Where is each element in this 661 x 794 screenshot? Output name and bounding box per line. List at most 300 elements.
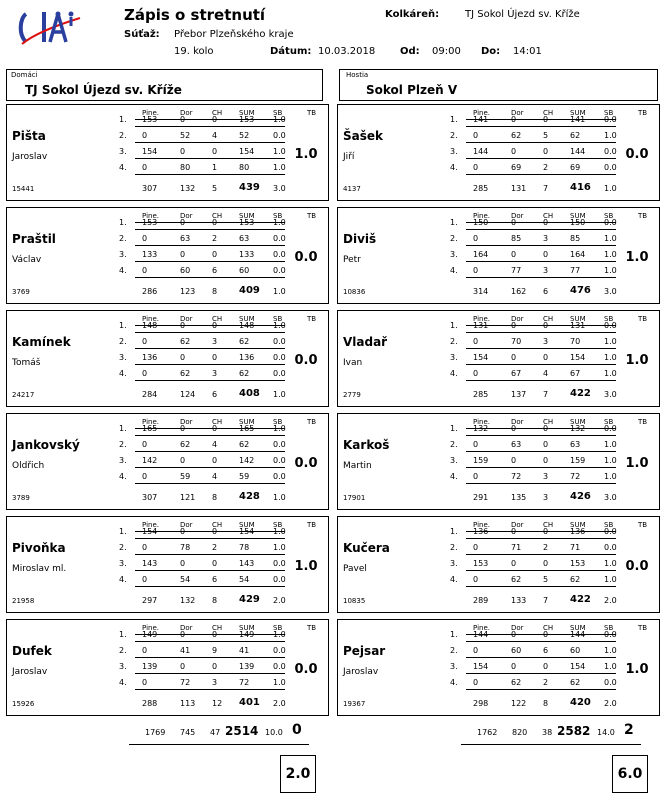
lane-value: 0	[142, 678, 148, 687]
player-total-value: 124	[180, 390, 196, 399]
lane-value: 0	[543, 559, 549, 568]
to-label: Do:	[481, 46, 501, 57]
home-final-score: 2.0	[280, 755, 316, 793]
row-line	[135, 380, 285, 381]
player-total-value: 1.0	[273, 493, 286, 502]
player-total-value: 3.0	[604, 390, 617, 399]
to-value: 14:01	[513, 46, 542, 57]
lane-value: 0	[142, 131, 148, 140]
home-team-name: TJ Sokol Újezd sv. Kříže	[25, 83, 182, 97]
lane-value: 153	[142, 115, 158, 124]
home-label: Domáci	[11, 71, 38, 79]
player-total-value: 298	[473, 699, 489, 708]
competition-value: Přebor Plzeňského kraje	[174, 29, 294, 40]
lane-value: 1.0	[604, 234, 617, 243]
lane-number: 1.	[119, 115, 127, 124]
column-header: Dor	[180, 109, 193, 117]
player-points: 1.0	[294, 559, 318, 574]
row-line	[135, 570, 285, 571]
row-line	[466, 364, 616, 365]
lane-number: 4.	[119, 369, 127, 378]
lane-value: 54	[239, 575, 250, 584]
player-total-value: 135	[511, 493, 527, 502]
lane-value: 4	[212, 131, 218, 140]
lane-number: 1.	[450, 218, 458, 227]
player-surname: Jankovský	[12, 438, 80, 452]
player-total-value: 285	[473, 390, 489, 399]
lane-value: 0.0	[273, 131, 286, 140]
total-sb: 10.0	[265, 728, 283, 737]
lane-value: 0	[511, 527, 517, 536]
lane-value: 144	[473, 147, 489, 156]
lane-value: 0	[142, 472, 148, 481]
player-total-value: 132	[180, 184, 196, 193]
column-header: SUM	[239, 521, 255, 529]
lane-value: 0	[142, 369, 148, 378]
player-total-value: 3.0	[604, 493, 617, 502]
lane-value: 63	[239, 234, 250, 243]
row-line	[135, 229, 285, 230]
player-firstname: Tomáš	[12, 358, 41, 368]
header-line	[135, 634, 285, 635]
lane-value: 0.0	[604, 163, 617, 172]
lane-number: 1.	[450, 115, 458, 124]
lane-value: 52	[239, 131, 250, 140]
lane-value: 165	[239, 424, 255, 433]
header-line	[135, 325, 285, 326]
lane-value: 143	[239, 559, 255, 568]
column-header: Pine.	[142, 521, 159, 529]
lane-value: 62	[511, 575, 522, 584]
lane-value: 133	[239, 250, 255, 259]
player-total-value: 3.0	[273, 184, 286, 193]
player-firstname: Václav	[12, 255, 42, 265]
lane-number: 1.	[119, 321, 127, 330]
away-label: Hostia	[346, 71, 369, 79]
column-header: TB	[307, 624, 317, 632]
player-total-value: 297	[142, 596, 158, 605]
lane-number: 3.	[119, 353, 127, 362]
column-header: CH	[212, 212, 223, 220]
lane-value: 1.0	[604, 472, 617, 481]
lane-value: 0	[473, 575, 479, 584]
row-line	[135, 332, 285, 333]
row-line	[135, 483, 285, 484]
column-header: Pine.	[473, 624, 490, 632]
lane-number: 1.	[119, 527, 127, 536]
lane-value: 0	[511, 321, 517, 330]
player-total-value: 1.0	[273, 287, 286, 296]
column-header: SB	[604, 109, 614, 117]
player-total-value: 426	[570, 491, 591, 502]
lane-value: 154	[239, 527, 255, 536]
lane-value: 62	[180, 337, 191, 346]
column-header: SUM	[239, 624, 255, 632]
player-reg-number: 21958	[12, 597, 35, 605]
lane-value: 0	[212, 353, 218, 362]
lane-value: 136	[473, 527, 489, 536]
lane-value: 153	[239, 115, 255, 124]
away-team-box	[339, 69, 658, 101]
lane-value: 0	[142, 575, 148, 584]
column-header: Dor	[511, 418, 524, 426]
player-surname: Kučera	[343, 541, 390, 555]
lane-value: 0	[180, 456, 186, 465]
from-label: Od:	[400, 46, 420, 57]
lane-value: 54	[180, 575, 191, 584]
lane-value: 0.0	[604, 115, 617, 124]
column-header: TB	[638, 521, 648, 529]
lane-number: 3.	[119, 559, 127, 568]
lane-value: 0	[180, 115, 186, 124]
row-line	[466, 174, 616, 175]
lane-value: 0.0	[604, 678, 617, 687]
player-total-value: 2.0	[273, 596, 286, 605]
column-header: TB	[307, 521, 317, 529]
lane-number: 4.	[450, 472, 458, 481]
row-line	[135, 277, 285, 278]
lane-number: 4.	[119, 472, 127, 481]
player-total-value: 1.0	[604, 184, 617, 193]
column-header: Dor	[180, 212, 193, 220]
lane-number: 2.	[450, 234, 458, 243]
lane-value: 0	[212, 115, 218, 124]
player-reg-number: 15441	[12, 185, 35, 193]
lane-number: 2.	[450, 337, 458, 346]
lane-value: 136	[142, 353, 158, 362]
lane-value: 2	[543, 543, 549, 552]
row-line	[466, 158, 616, 159]
column-header: Pine.	[473, 315, 490, 323]
column-header: CH	[543, 418, 554, 426]
lane-number: 2.	[119, 440, 127, 449]
lane-value: 1.0	[604, 250, 617, 259]
total-sum: 2582	[557, 724, 591, 738]
column-header: SUM	[570, 624, 586, 632]
header-line	[466, 119, 616, 120]
lane-value: 1.0	[604, 353, 617, 362]
column-header: SB	[604, 418, 614, 426]
lane-value: 6	[543, 646, 549, 655]
player-surname: Karkoš	[343, 438, 390, 452]
column-header: TB	[307, 212, 317, 220]
header-line	[466, 531, 616, 532]
page-title: Zápis o stretnutí	[124, 6, 266, 24]
lane-value: 153	[142, 218, 158, 227]
lane-value: 52	[180, 131, 191, 140]
total-ch: 47	[210, 728, 221, 737]
player-total-value: 8	[212, 287, 218, 296]
player-total-value: 408	[239, 388, 260, 399]
lane-value: 62	[570, 131, 581, 140]
column-header: SUM	[239, 212, 255, 220]
lane-value: 1.0	[273, 218, 286, 227]
player-total-value: 428	[239, 491, 260, 502]
lane-value: 0	[473, 234, 479, 243]
player-total-value: 121	[180, 493, 196, 502]
column-header: SUM	[239, 418, 255, 426]
row-line	[466, 657, 616, 658]
lane-value: 1.0	[604, 266, 617, 275]
row-line	[466, 348, 616, 349]
lane-number: 4.	[450, 678, 458, 687]
lane-value: 0	[511, 424, 517, 433]
lane-value: 133	[142, 250, 158, 259]
total-pine: 1769	[145, 728, 166, 737]
lane-value: 159	[473, 456, 489, 465]
lane-value: 0	[543, 424, 549, 433]
header-line	[135, 428, 285, 429]
row-line	[135, 158, 285, 159]
lane-value: 154	[473, 353, 489, 362]
lane-value: 0	[473, 678, 479, 687]
player-points: 1.0	[625, 250, 649, 265]
row-line	[466, 570, 616, 571]
lane-value: 0	[180, 662, 186, 671]
header-line	[135, 531, 285, 532]
row-line	[466, 126, 616, 127]
lane-value: 0.0	[273, 440, 286, 449]
column-header: Pine.	[142, 109, 159, 117]
lane-value: 132	[473, 424, 489, 433]
column-header: SB	[604, 624, 614, 632]
column-header: CH	[543, 315, 554, 323]
lane-value: 3	[212, 678, 218, 687]
lane-value: 0	[180, 250, 186, 259]
player-firstname: Jaroslav	[12, 667, 48, 677]
player-points: 0.0	[294, 250, 318, 265]
lane-value: 143	[142, 559, 158, 568]
player-surname: Diviš	[343, 232, 377, 246]
row-line	[135, 673, 285, 674]
lane-value: 144	[570, 630, 586, 639]
lane-value: 78	[180, 543, 191, 552]
row-line	[466, 435, 616, 436]
column-header: CH	[212, 624, 223, 632]
lane-value: 2	[212, 234, 218, 243]
lane-value: 9	[212, 646, 218, 655]
header-line	[135, 119, 285, 120]
lane-number: 3.	[450, 353, 458, 362]
lane-value: 0	[180, 353, 186, 362]
player-total-value: 113	[180, 699, 196, 708]
lane-value: 1.0	[604, 646, 617, 655]
lane-number: 1.	[450, 630, 458, 639]
player-total-value: 2.0	[604, 596, 617, 605]
lane-value: 144	[473, 630, 489, 639]
lane-value: 0	[142, 163, 148, 172]
lane-value: 149	[142, 630, 158, 639]
lane-value: 153	[570, 559, 586, 568]
lane-value: 63	[511, 440, 522, 449]
lane-value: 0	[543, 147, 549, 156]
lane-value: 0	[212, 424, 218, 433]
date-label: Dátum:	[270, 46, 312, 57]
player-reg-number: 19367	[343, 700, 366, 708]
total-sum: 2514	[225, 724, 259, 738]
lane-number: 3.	[450, 559, 458, 568]
player-total-value: 3	[543, 493, 549, 502]
player-total-value: 286	[142, 287, 158, 296]
lane-value: 0	[473, 337, 479, 346]
lane-value: 85	[511, 234, 522, 243]
player-total-value: 3.0	[604, 287, 617, 296]
column-header: Pine.	[473, 418, 490, 426]
row-line	[466, 245, 616, 246]
lane-value: 0.0	[273, 369, 286, 378]
lane-value: 0.0	[604, 543, 617, 552]
lane-value: 1.0	[273, 424, 286, 433]
lane-value: 154	[473, 662, 489, 671]
lane-value: 63	[180, 234, 191, 243]
lane-value: 131	[570, 321, 586, 330]
column-header: CH	[212, 521, 223, 529]
player-firstname: Petr	[343, 255, 361, 265]
lane-value: 72	[180, 678, 191, 687]
lane-value: 164	[570, 250, 586, 259]
lane-value: 0.0	[273, 559, 286, 568]
lane-value: 0	[180, 321, 186, 330]
lane-value: 0	[212, 218, 218, 227]
column-header: SB	[273, 109, 283, 117]
player-total-value: 8	[212, 596, 218, 605]
total-ch: 38	[542, 728, 553, 737]
lane-value: 0	[511, 662, 517, 671]
lane-value: 154	[570, 353, 586, 362]
lane-value: 62	[570, 678, 581, 687]
lane-value: 0	[473, 369, 479, 378]
player-total-value: 6	[543, 287, 549, 296]
lane-value: 60	[180, 266, 191, 275]
lane-value: 1.0	[273, 115, 286, 124]
player-total-value: 7	[543, 184, 549, 193]
lane-value: 1	[212, 163, 218, 172]
lane-value: 72	[511, 472, 522, 481]
lane-value: 0	[142, 266, 148, 275]
lane-value: 149	[239, 630, 255, 639]
lane-value: 0	[543, 440, 549, 449]
player-total-value: 289	[473, 596, 489, 605]
lane-value: 154	[239, 147, 255, 156]
lane-value: 164	[473, 250, 489, 259]
player-total-value: 288	[142, 699, 158, 708]
lane-value: 0	[473, 131, 479, 140]
lane-value: 0.0	[604, 321, 617, 330]
lane-value: 59	[180, 472, 191, 481]
lane-value: 0	[543, 662, 549, 671]
lane-value: 71	[511, 543, 522, 552]
row-line	[135, 689, 285, 690]
column-header: Pine.	[473, 521, 490, 529]
lane-value: 0	[180, 630, 186, 639]
lane-value: 1.0	[604, 559, 617, 568]
home-player-box	[6, 207, 329, 304]
lane-value: 0	[511, 250, 517, 259]
column-header: Dor	[180, 315, 193, 323]
player-total-value: 2.0	[604, 699, 617, 708]
lane-value: 0.0	[273, 646, 286, 655]
lane-value: 141	[473, 115, 489, 124]
lane-value: 0	[473, 543, 479, 552]
lane-value: 0.0	[273, 575, 286, 584]
column-header: SB	[604, 521, 614, 529]
totals-line	[461, 744, 641, 745]
lane-value: 1.0	[604, 440, 617, 449]
column-header: Pine.	[142, 624, 159, 632]
round-value: 19. kolo	[174, 46, 214, 57]
column-header: TB	[307, 109, 317, 117]
row-line	[466, 554, 616, 555]
away-game-points: 2	[624, 722, 634, 738]
away-player-box	[337, 310, 660, 407]
lane-value: 3	[543, 234, 549, 243]
lane-value: 59	[239, 472, 250, 481]
lane-value: 141	[570, 115, 586, 124]
lane-value: 0	[511, 456, 517, 465]
lane-value: 0.0	[273, 266, 286, 275]
player-total-value: 439	[239, 182, 260, 193]
lane-value: 70	[570, 337, 581, 346]
lane-number: 3.	[119, 250, 127, 259]
column-header: TB	[638, 418, 648, 426]
lane-value: 1.0	[273, 147, 286, 156]
lane-value: 1.0	[604, 575, 617, 584]
player-total-value: 2.0	[273, 699, 286, 708]
column-header: SUM	[570, 109, 586, 117]
player-reg-number: 2779	[343, 391, 361, 399]
row-line	[466, 586, 616, 587]
lane-value: 3	[543, 337, 549, 346]
lane-value: 0	[543, 353, 549, 362]
lane-value: 0	[212, 630, 218, 639]
column-header: SUM	[570, 212, 586, 220]
lane-value: 0	[180, 147, 186, 156]
lane-value: 6	[212, 575, 218, 584]
player-points: 0.0	[625, 147, 649, 162]
lane-value: 0	[543, 115, 549, 124]
player-total-value: 162	[511, 287, 527, 296]
row-line	[135, 586, 285, 587]
player-total-value: 285	[473, 184, 489, 193]
lane-value: 67	[570, 369, 581, 378]
lane-value: 0	[511, 115, 517, 124]
player-points: 0.0	[294, 662, 318, 677]
column-header: Pine.	[142, 212, 159, 220]
lane-value: 159	[570, 456, 586, 465]
column-header: Dor	[511, 315, 524, 323]
column-header: Dor	[511, 521, 524, 529]
player-total-value: 7	[543, 596, 549, 605]
lane-value: 78	[239, 543, 250, 552]
lane-value: 62	[511, 678, 522, 687]
lane-number: 3.	[450, 456, 458, 465]
player-total-value: 8	[212, 493, 218, 502]
lane-value: 2	[543, 678, 549, 687]
lane-value: 0	[180, 218, 186, 227]
lane-value: 0	[180, 424, 186, 433]
lane-number: 2.	[119, 543, 127, 552]
column-header: Dor	[180, 418, 193, 426]
column-header: SUM	[239, 315, 255, 323]
lane-value: 150	[570, 218, 586, 227]
row-line	[466, 538, 616, 539]
lane-number: 1.	[119, 424, 127, 433]
lane-value: 131	[473, 321, 489, 330]
home-player-box	[6, 413, 329, 510]
column-header: SB	[273, 315, 283, 323]
player-points: 1.0	[625, 353, 649, 368]
player-total-value: 122	[511, 699, 527, 708]
